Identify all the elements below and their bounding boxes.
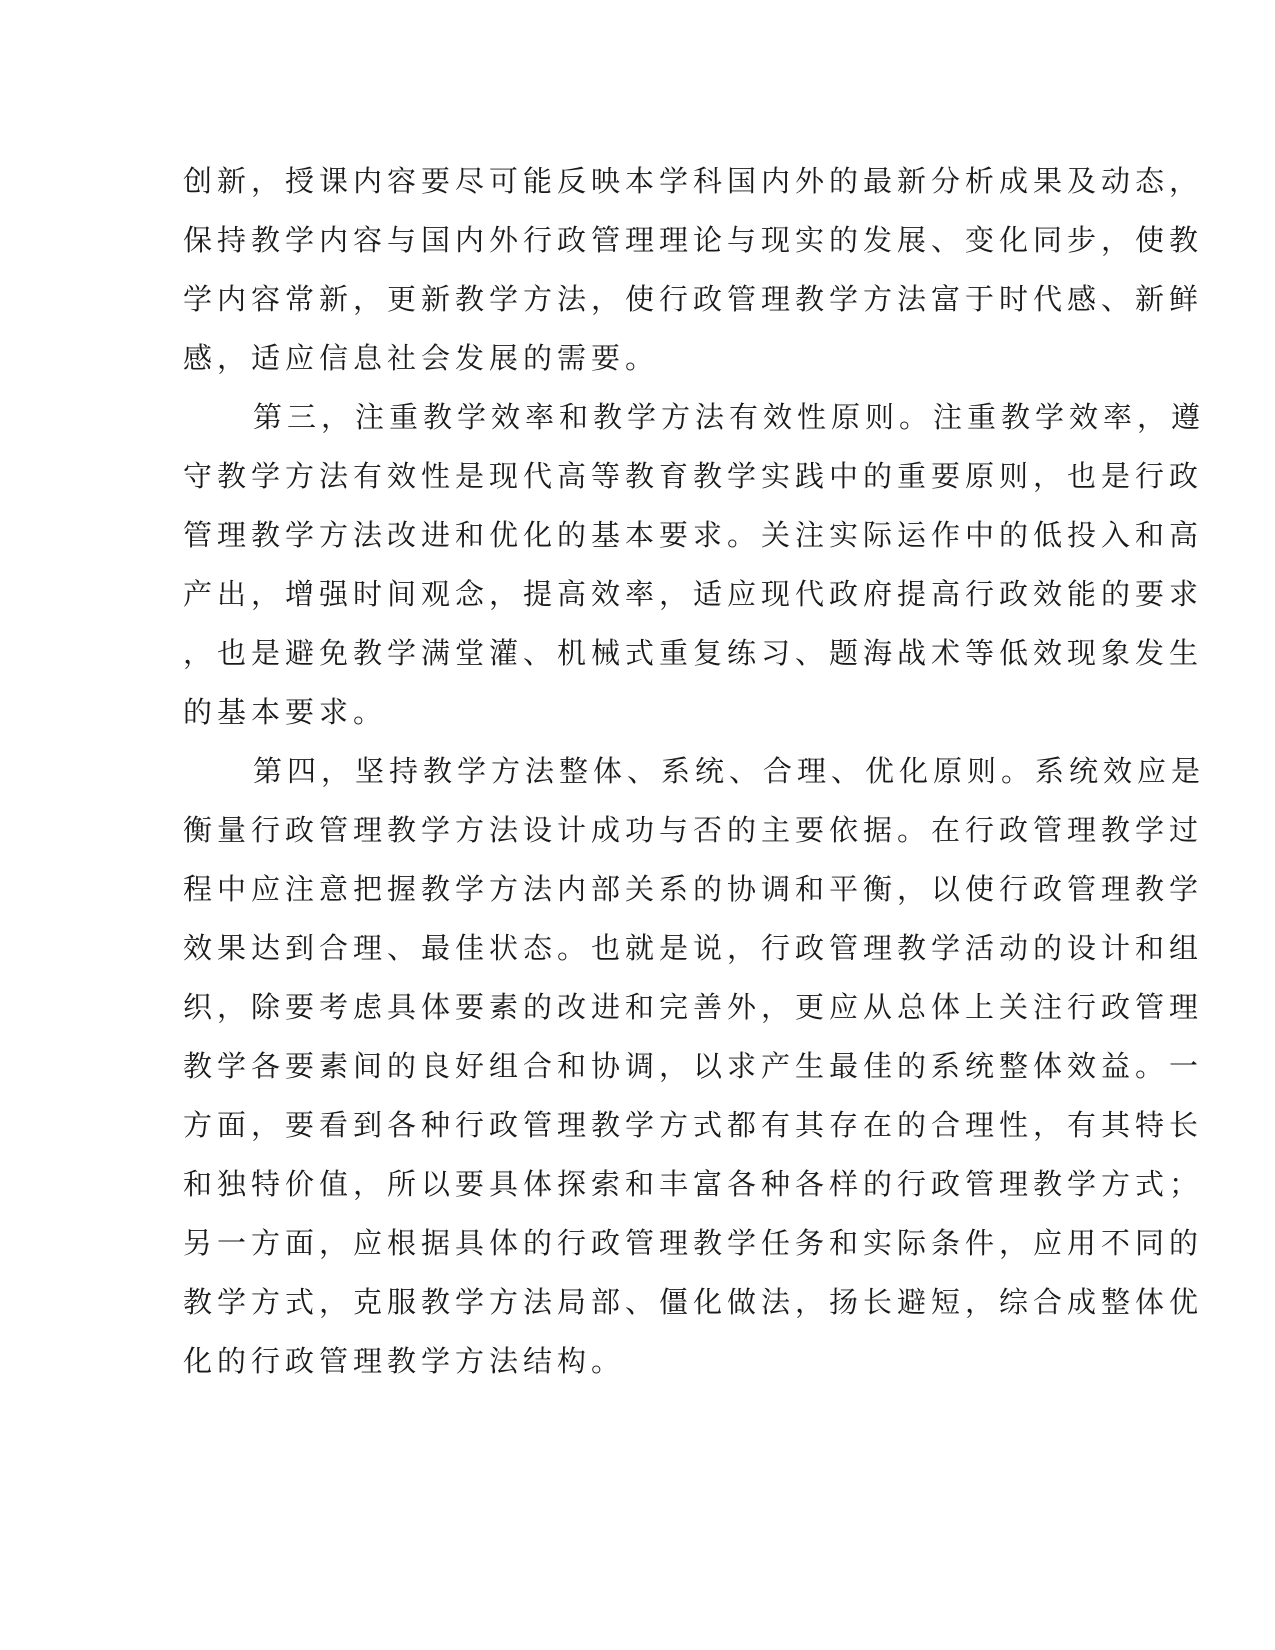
text-line: 程中应注意把握教学方法内部关系的协调和平衡，以使行政管理教学 bbox=[183, 872, 1204, 906]
text-line: 创新，授课内容要尽可能反映本学科国内外的最新分析成果及动态， bbox=[183, 164, 1204, 198]
paragraph-start-line: 第三，注重教学效率和教学方法有效性原则。注重教学效率，遵 bbox=[253, 400, 1206, 434]
paragraph-start-line: 第四，坚持教学方法整体、系统、合理、优化原则。系统效应是 bbox=[253, 754, 1206, 788]
text-line: 教学各要素间的良好组合和协调，以求产生最佳的系统整体效益。一 bbox=[183, 1049, 1204, 1083]
text-line: 织，除要考虑具体要素的改进和完善外，更应从总体上关注行政管理 bbox=[183, 990, 1204, 1024]
text-line: 管理教学方法改进和优化的基本要求。关注实际运作中的低投入和高 bbox=[183, 518, 1204, 552]
text-line: 教学方式，克服教学方法局部、僵化做法，扬长避短，综合成整体优 bbox=[183, 1285, 1204, 1319]
text-line: 产出，增强时间观念，提高效率，适应现代政府提高行政效能的要求 bbox=[183, 577, 1204, 611]
text-line: 的基本要求。 bbox=[183, 695, 388, 729]
text-line: 和独特价值，所以要具体探索和丰富各种各样的行政管理教学方式； bbox=[183, 1167, 1204, 1201]
text-line: 效果达到合理、最佳状态。也就是说，行政管理教学活动的设计和组 bbox=[183, 931, 1204, 965]
text-line: 感，适应信息社会发展的需要。 bbox=[183, 341, 660, 375]
text-line: 另一方面，应根据具体的行政管理教学任务和实际条件，应用不同的 bbox=[183, 1226, 1204, 1260]
text-line: 方面，要看到各种行政管理教学方式都有其存在的合理性，有其特长 bbox=[183, 1108, 1204, 1142]
text-line: 化的行政管理教学方法结构。 bbox=[183, 1344, 626, 1378]
text-line: 学内容常新，更新教学方法，使行政管理教学方法富于时代感、新鲜 bbox=[183, 282, 1204, 316]
text-line: ，也是避免教学满堂灌、机械式重复练习、题海战术等低效现象发生 bbox=[183, 636, 1204, 670]
body-text bbox=[183, 152, 1206, 1391]
text-line: 守教学方法有效性是现代高等教育教学实践中的重要原则，也是行政 bbox=[183, 459, 1204, 493]
text-line: 保持教学内容与国内外行政管理理论与现实的发展、变化同步，使教 bbox=[183, 223, 1204, 257]
text-line: 衡量行政管理教学方法设计成功与否的主要依据。在行政管理教学过 bbox=[183, 813, 1204, 847]
